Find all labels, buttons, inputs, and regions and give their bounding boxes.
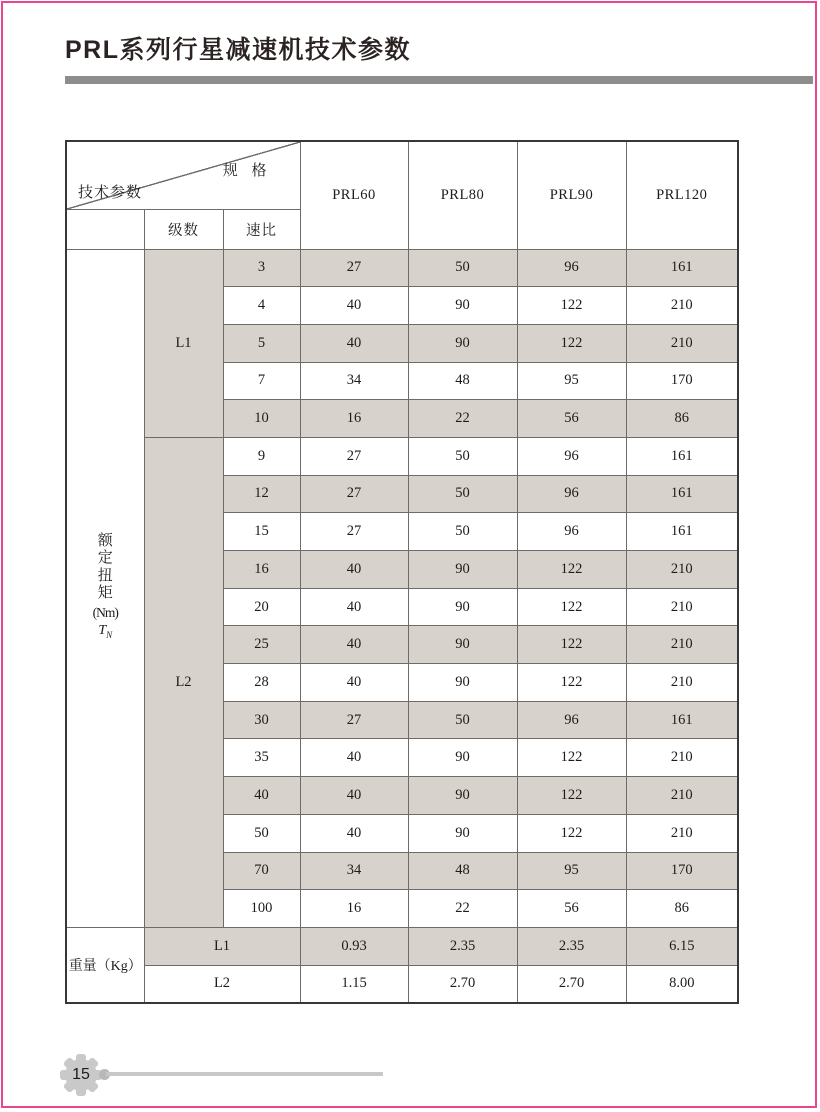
ratio-cell: 40 bbox=[223, 777, 300, 815]
ratio-cell: 3 bbox=[223, 249, 300, 287]
weight-value-cell: 2.70 bbox=[517, 965, 626, 1003]
stage-cell: L2 bbox=[144, 437, 223, 927]
torque-value-cell: 40 bbox=[300, 664, 408, 702]
ratio-cell: 20 bbox=[223, 588, 300, 626]
ratio-cell: 10 bbox=[223, 400, 300, 438]
torque-value-cell: 50 bbox=[408, 437, 517, 475]
stage-cell: L1 bbox=[144, 249, 223, 437]
ratio-cell: 4 bbox=[223, 287, 300, 325]
torque-value-cell: 96 bbox=[517, 437, 626, 475]
torque-unit-label: (Nm) bbox=[92, 604, 118, 620]
torque-value-cell: 27 bbox=[300, 249, 408, 287]
column-header-prl80: PRL80 bbox=[408, 141, 517, 249]
torque-value-cell: 95 bbox=[517, 362, 626, 400]
torque-value-cell: 96 bbox=[517, 475, 626, 513]
torque-value-cell: 210 bbox=[626, 287, 738, 325]
torque-value-cell: 96 bbox=[517, 701, 626, 739]
torque-value-cell: 122 bbox=[517, 814, 626, 852]
torque-value-cell: 170 bbox=[626, 362, 738, 400]
torque-value-cell: 27 bbox=[300, 475, 408, 513]
torque-value-cell: 34 bbox=[300, 362, 408, 400]
torque-value-cell: 86 bbox=[626, 890, 738, 928]
torque-value-cell: 210 bbox=[626, 664, 738, 702]
rated-torque-label-cell bbox=[66, 249, 144, 927]
torque-value-cell: 90 bbox=[408, 626, 517, 664]
stage-header: 级数 bbox=[144, 209, 223, 249]
ratio-cell: 5 bbox=[223, 324, 300, 362]
weight-value-cell: 2.35 bbox=[408, 927, 517, 965]
weight-stage-cell: L1 bbox=[144, 927, 300, 965]
torque-value-cell: 210 bbox=[626, 814, 738, 852]
weight-value-cell: 2.35 bbox=[517, 927, 626, 965]
torque-value-cell: 34 bbox=[300, 852, 408, 890]
torque-value-cell: 27 bbox=[300, 513, 408, 551]
tech-params-corner-label: 技术参数 bbox=[78, 184, 143, 201]
weight-value-cell: 6.15 bbox=[626, 927, 738, 965]
torque-value-cell: 40 bbox=[300, 739, 408, 777]
spec-table-container bbox=[65, 140, 739, 1004]
weight-value-cell: 0.93 bbox=[300, 927, 408, 965]
torque-value-cell: 56 bbox=[517, 890, 626, 928]
torque-value-cell: 27 bbox=[300, 437, 408, 475]
torque-value-cell: 95 bbox=[517, 852, 626, 890]
ratio-cell: 28 bbox=[223, 664, 300, 702]
torque-value-cell: 50 bbox=[408, 475, 517, 513]
torque-value-cell: 48 bbox=[408, 852, 517, 890]
torque-value-cell: 122 bbox=[517, 551, 626, 589]
ratio-cell: 9 bbox=[223, 437, 300, 475]
page-title: PRL系列行星减速机技术参数 bbox=[65, 36, 412, 64]
torque-symbol bbox=[67, 622, 144, 644]
torque-value-cell: 90 bbox=[408, 814, 517, 852]
torque-label-char: 定 bbox=[97, 550, 113, 567]
torque-value-cell: 40 bbox=[300, 324, 408, 362]
ratio-header: 速比 bbox=[223, 209, 300, 249]
torque-value-cell: 170 bbox=[626, 852, 738, 890]
torque-value-cell: 210 bbox=[626, 551, 738, 589]
ratio-cell: 15 bbox=[223, 513, 300, 551]
torque-value-cell: 122 bbox=[517, 739, 626, 777]
ratio-cell: 7 bbox=[223, 362, 300, 400]
column-header-prl120: PRL120 bbox=[626, 141, 738, 249]
torque-value-cell: 16 bbox=[300, 890, 408, 928]
torque-label-char: 扭 bbox=[97, 567, 113, 584]
torque-value-cell: 40 bbox=[300, 777, 408, 815]
page-number: 15 bbox=[72, 1066, 90, 1083]
torque-value-cell: 40 bbox=[300, 551, 408, 589]
ratio-cell: 100 bbox=[223, 890, 300, 928]
weight-row bbox=[66, 965, 738, 1003]
torque-value-cell: 22 bbox=[408, 400, 517, 438]
weight-value-cell: 8.00 bbox=[626, 965, 738, 1003]
torque-value-cell: 161 bbox=[626, 437, 738, 475]
torque-value-cell: 90 bbox=[408, 777, 517, 815]
torque-value-cell: 122 bbox=[517, 324, 626, 362]
spec-corner-label: 规 格 bbox=[222, 163, 272, 179]
weight-label-cell: 重量（Kg） bbox=[66, 927, 144, 1002]
torque-value-cell: 96 bbox=[517, 249, 626, 287]
torque-value-cell: 50 bbox=[408, 513, 517, 551]
torque-value-cell: 27 bbox=[300, 701, 408, 739]
weight-value-cell: 1.15 bbox=[300, 965, 408, 1003]
ratio-cell: 35 bbox=[223, 739, 300, 777]
weight-value-cell: 2.70 bbox=[408, 965, 517, 1003]
torque-value-cell: 210 bbox=[626, 777, 738, 815]
torque-value-cell: 90 bbox=[408, 588, 517, 626]
torque-value-cell: 210 bbox=[626, 739, 738, 777]
torque-value-cell: 210 bbox=[626, 626, 738, 664]
torque-label-char: 额 bbox=[97, 532, 113, 549]
weight-row bbox=[66, 927, 738, 965]
title-underline-bar bbox=[65, 76, 813, 84]
torque-value-cell: 96 bbox=[517, 513, 626, 551]
torque-value-cell: 122 bbox=[517, 588, 626, 626]
torque-value-cell: 90 bbox=[408, 739, 517, 777]
torque-value-cell: 86 bbox=[626, 400, 738, 438]
torque-value-cell: 48 bbox=[408, 362, 517, 400]
torque-value-cell: 40 bbox=[300, 287, 408, 325]
torque-value-cell: 90 bbox=[408, 664, 517, 702]
torque-value-cell: 90 bbox=[408, 551, 517, 589]
torque-value-cell: 122 bbox=[517, 777, 626, 815]
torque-value-cell: 50 bbox=[408, 249, 517, 287]
torque-value-cell: 210 bbox=[626, 324, 738, 362]
ratio-cell: 50 bbox=[223, 814, 300, 852]
torque-value-cell: 40 bbox=[300, 588, 408, 626]
ratio-cell: 16 bbox=[223, 551, 300, 589]
ratio-cell: 70 bbox=[223, 852, 300, 890]
ratio-cell: 25 bbox=[223, 626, 300, 664]
torque-value-cell: 210 bbox=[626, 588, 738, 626]
torque-value-cell: 22 bbox=[408, 890, 517, 928]
spec-table bbox=[65, 140, 739, 1004]
torque-value-cell: 122 bbox=[517, 626, 626, 664]
torque-value-cell: 40 bbox=[300, 626, 408, 664]
torque-value-cell: 161 bbox=[626, 249, 738, 287]
torque-value-cell: 56 bbox=[517, 400, 626, 438]
torque-value-cell: 161 bbox=[626, 475, 738, 513]
torque-value-cell: 122 bbox=[517, 287, 626, 325]
torque-value-cell: 90 bbox=[408, 324, 517, 362]
weight-stage-cell: L2 bbox=[144, 965, 300, 1003]
column-header-prl60: PRL60 bbox=[300, 141, 408, 249]
torque-value-cell: 161 bbox=[626, 701, 738, 739]
empty-header-cell bbox=[66, 209, 144, 249]
torque-tbody bbox=[66, 249, 738, 1003]
torque-row bbox=[66, 249, 738, 287]
torque-symbol-letter: T bbox=[98, 622, 107, 638]
torque-value-cell: 161 bbox=[626, 513, 738, 551]
page-number-gear bbox=[58, 1052, 104, 1098]
ratio-cell: 30 bbox=[223, 701, 300, 739]
column-header-prl90: PRL90 bbox=[517, 141, 626, 249]
ratio-cell: 12 bbox=[223, 475, 300, 513]
torque-label-char: 矩 bbox=[97, 585, 113, 602]
torque-symbol-subscript: N bbox=[106, 629, 113, 640]
header-row-1 bbox=[66, 141, 738, 209]
table-corner-cell bbox=[66, 141, 300, 209]
torque-value-cell: 50 bbox=[408, 701, 517, 739]
torque-row bbox=[66, 437, 738, 475]
torque-value-cell: 16 bbox=[300, 400, 408, 438]
torque-value-cell: 122 bbox=[517, 664, 626, 702]
torque-value-cell: 40 bbox=[300, 814, 408, 852]
footer-rule-line bbox=[106, 1072, 383, 1076]
torque-value-cell: 90 bbox=[408, 287, 517, 325]
